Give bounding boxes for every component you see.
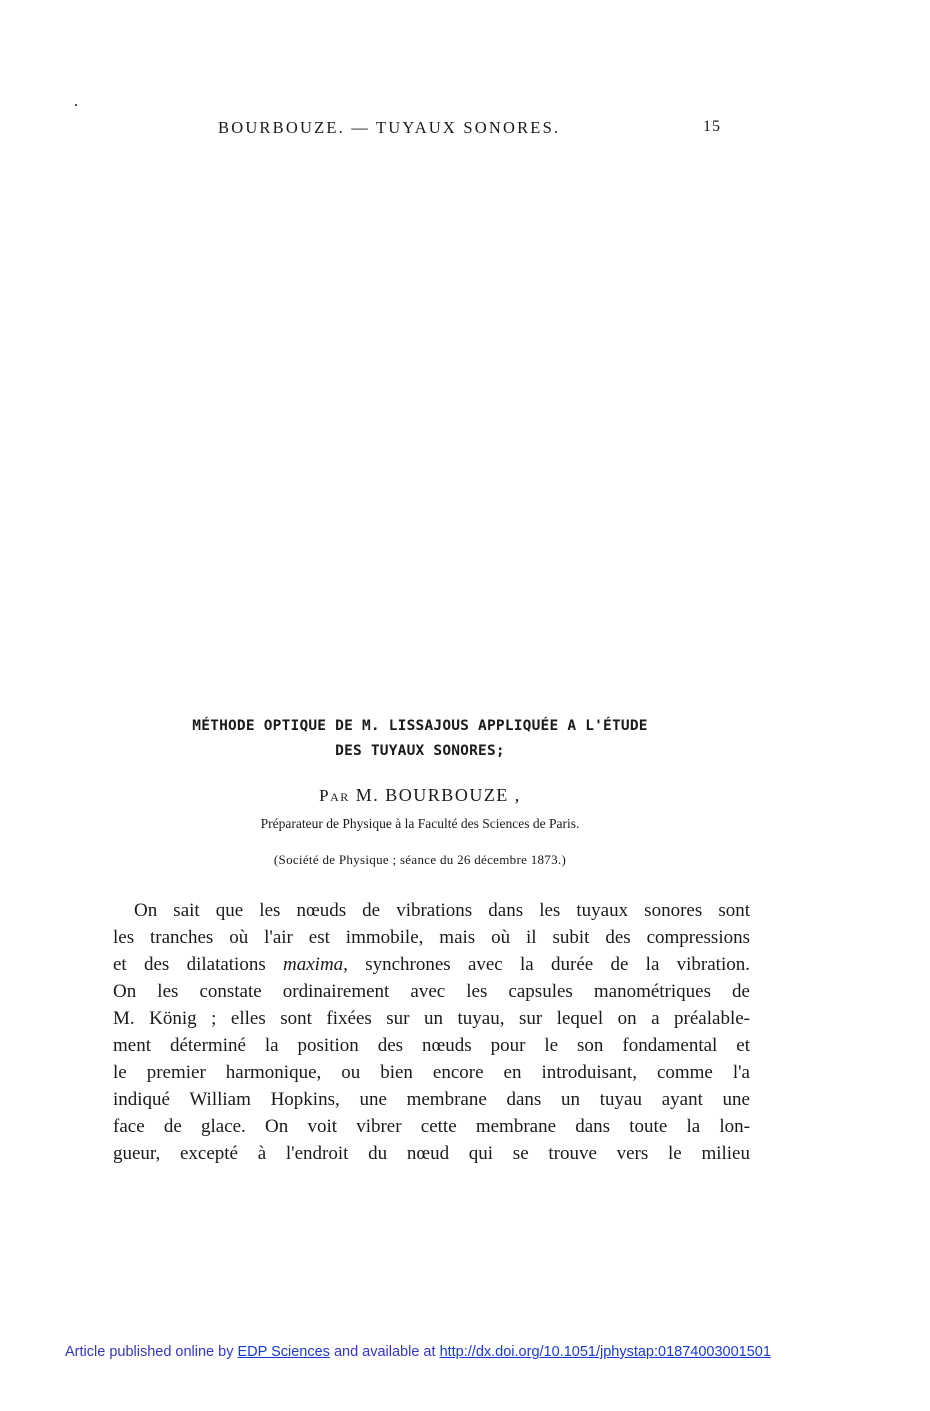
body-line: gueur, excepté à l'endroit du nœud qui se trouve vers le milieu <box>113 1143 750 1164</box>
article-title-line-2: DES TUYAUX SONORES; <box>335 743 505 759</box>
author-affiliation: Préparateur de Physique à la Faculté des Sciences de Paris. <box>260 816 580 831</box>
body-line: ment déterminé la position des nœuds pour le son fondamental et <box>113 1035 750 1056</box>
running-title: BOURBOUZE. — TUYAUX SONORES. <box>218 118 561 137</box>
byline-prefix: Par <box>319 786 350 805</box>
body-text: et des dilatations <box>113 954 284 975</box>
body-italic-text: maxima, <box>283 954 348 975</box>
session-note: (Société de Physique ; séance du 26 décembre 1873.) <box>273 852 567 867</box>
page-number: 15 <box>703 118 721 135</box>
doi-link[interactable]: http://dx.doi.org/10.1051/jphystap:01874003001501 <box>439 1344 771 1360</box>
body-line: les tranches où l'air est immobile, mais où il subit des compressions <box>113 927 750 948</box>
print-speck <box>75 104 77 106</box>
body-line: M. König ; elles sont fixées sur un tuyau, sur lequel on a préalable- <box>113 1008 750 1029</box>
body-line: face de glace. On voit vibrer cette membrane dans toute la lon- <box>113 1116 750 1137</box>
body-line: On les constate ordinairement avec les capsules manométriques de <box>113 981 750 1002</box>
body-line: On sait que les nœuds de vibrations dans les tuyaux sonores sont <box>134 900 750 921</box>
footer-middle: and available at <box>329 1344 440 1360</box>
article-title-line-1: MÉTHODE OPTIQUE DE M. LISSAJOUS APPLIQUÉE A L'ÉTUDE <box>192 718 648 734</box>
byline <box>110 785 730 806</box>
footer-prefix: Article published online by <box>65 1344 238 1360</box>
body-text: synchrones avec la durée de la vibration. <box>347 954 750 975</box>
body-line: indiqué William Hopkins, une membrane dans un tuyau ayant une <box>113 1089 750 1110</box>
body-line <box>113 952 750 978</box>
byline-author: M. BOURBOUZE , <box>355 785 521 805</box>
publisher-link[interactable]: EDP Sciences <box>237 1344 330 1360</box>
publication-footer <box>65 1344 771 1360</box>
body-line: le premier harmonique, ou bien encore en introduisant, comme l'a <box>113 1062 750 1083</box>
